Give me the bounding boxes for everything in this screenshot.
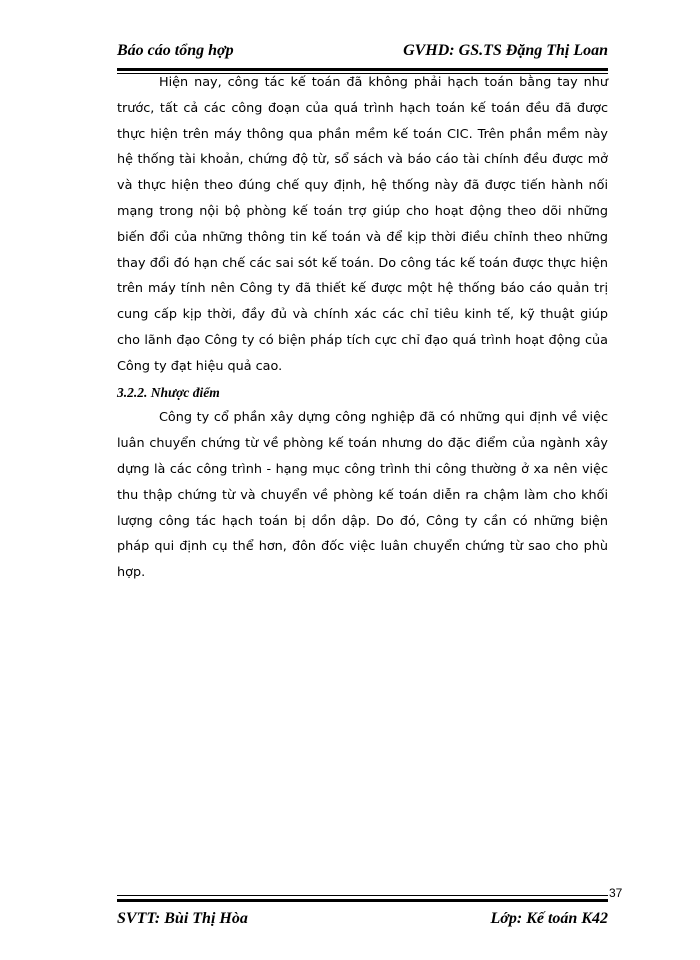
page-header xyxy=(117,40,608,70)
footer-rule-thin xyxy=(117,895,608,896)
body-paragraph-2: Công ty cổ phần xây dựng công nghiệp đã có những qui định về việc luân chuyển chứng từ về phòng kế toán nhưng do đặc điểm của ngành xây dựng là các công trình - hạng mục công trình thi công thường ở xa nên việc thu thập chứng từ và chuyển về phòng kế toán diễn ra chậm làm cho khối lượng công tác hạch toán bị dồn dập. Do đó, Công ty cần có những biện pháp qui định cụ thể hơn, đôn đốc việc luân chuyển chứng từ sao cho phù hợp. xyxy=(117,410,608,581)
page-body xyxy=(117,70,608,586)
page-footer xyxy=(117,910,608,934)
footer-rule-thick xyxy=(117,899,608,902)
footer-class: Lớp: Kế toán K42 xyxy=(490,910,608,927)
header-supervisor: GVHD: GS.TS Đặng Thị Loan xyxy=(403,42,608,59)
body-paragraph-1: Hiện nay, công tác kế toán đã không phải hạch toán bằng tay như trước, tất cả các công đoạn của quá trình hạch toán kế toán đều đã được thực hiện trên máy thông qua phần mềm kế toán CIC. Trên phần mềm này hệ thống tài khoản, chứng độ từ, sổ sách và báo cáo tài chính đều được mở và thực hiện theo đúng chế quy định, hệ thống này đã được tiến hành nối mạng trong nội bộ phòng kế toán trợ giúp cho hoạt động theo dõi những biến đổi của những thông tin kế toán và để kịp thời điều chỉnh theo những thay đổi đó hạn chế các sai sót kế toán. Do công tác kế toán được thực hiện trên máy tính nên Công ty đã thiết kế được một hệ thống báo cáo quản trị cung cấp kịp thời, đầy đủ và chính xác các chỉ tiêu kinh tế, kỹ thuật giúp cho lãnh đạo Công ty có biện pháp tích cực chỉ đạo quá trình hoạt động của Công ty đạt hiệu quả cao. xyxy=(117,75,608,374)
page-number: 37 xyxy=(609,886,623,900)
footer-student: SVTT: Bùi Thị Hòa xyxy=(117,910,248,927)
header-report-title: Báo cáo tổng hợp xyxy=(117,42,234,59)
section-heading: 3.2.2. Nhược điểm xyxy=(117,384,220,400)
